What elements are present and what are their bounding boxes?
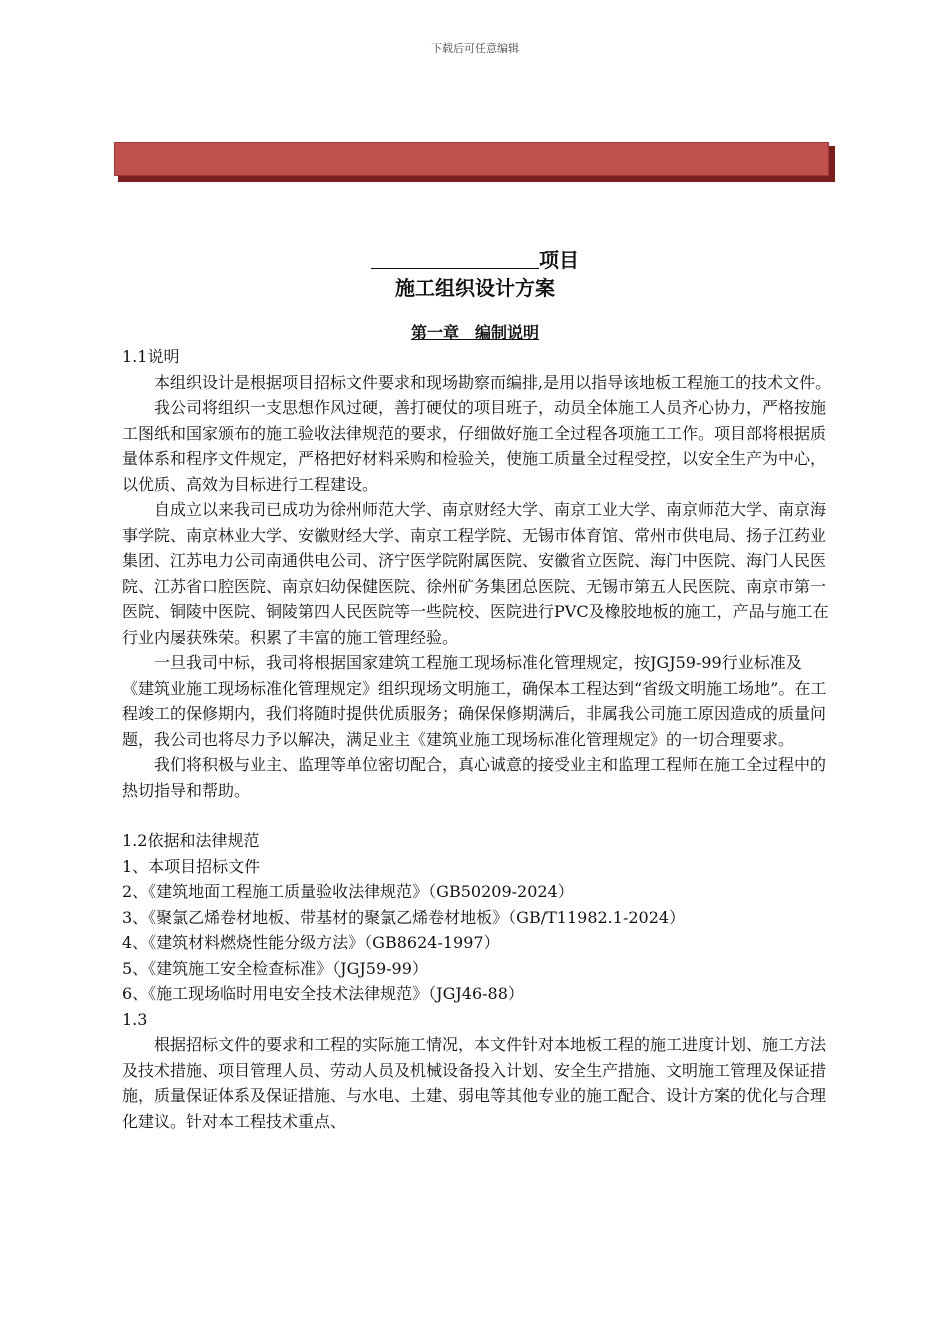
reference-item: 4、《建筑材料燃烧性能分级方法》（GB8624-1997） <box>122 933 500 952</box>
section-heading-1-2: 1.2依据和法律规范 <box>122 831 260 850</box>
paragraph: 一旦我司中标，我司将根据国家建筑工程施工现场标准化管理规定，按JGJ59-99行业标准及《建筑业施工现场标准化管理规定》组织现场文明施工，确保本工程达到“省级文明施工场地”。在工程竣工的保修期内，我们将随时提供优质服务；确保保修期满后，非属我公司施工原因造成的质量问题，我公司也将尽力予以解决，满足业主《建筑业施工现场标准化管理规定》的一切合理要求。 <box>122 653 827 749</box>
paragraph: 我公司将组织一支思想作风过硬，善打硬仗的项目班子，动员全体施工人员齐心协力，严格按施工图纸和国家颁布的施工验收法律规范的要求，仔细做好施工全过程各项施工工作。项目部将根据质量体系和程序文件规定，严格把好材料采购和检验关，使施工质量全过程受控，以安全生产为中心，以优质、高效为目标进行工程建设。 <box>122 398 827 494</box>
section-heading-1-1: 1.1说明 <box>122 347 180 366</box>
chapter-heading: 第一章 编制说明 <box>410 323 539 342</box>
reference-item: 1、本项目招标文件 <box>122 856 261 876</box>
paragraph: 自成立以来我司已成功为徐州师范大学、南京财经大学、南京工业大学、南京师范大学、南京海事学院、南京林业大学、安徽财经大学、南京工程学院、无锡市体育馆、常州市供电局、扬子江药业集团、江苏电力公司南通供电公司、济宁医学院附属医院、安徽省立医院、海门中医院、海门人民医院、江苏省口腔医院、南京妇幼保健医院、徐州矿务集团总医院、无锡市第五人民医院、南京市第一医院、铜陵中医院、铜陵第四人民医院等一些院校、医院进行PVC及橡胶地板的施工，产品与施工在行业内屡获殊荣。积累了丰富的施工管理经验。 <box>122 500 829 647</box>
reference-item: 5、《建筑施工安全检查标准》（JGJ59-99） <box>122 958 428 978</box>
reference-item: 3、《聚氯乙烯卷材地板、带基材的聚氯乙烯卷材地板》（GB/T11982.1-2024） <box>122 907 686 927</box>
document-title-line1 <box>0 244 950 273</box>
spacer <box>122 803 832 828</box>
document-title-line2: 施工组织设计方案 <box>395 276 555 300</box>
title-project-label: 项目 <box>539 248 579 272</box>
banner-bar <box>114 142 829 176</box>
paragraph: 我们将积极与业主、监理等单位密切配合，真心诚意的接受业主和监理工程师在施工全过程中的热切指导和帮助。 <box>122 755 827 800</box>
reference-item: 6、《施工现场临时用电安全技术法律规范》（JGJ46-88） <box>122 984 524 1003</box>
decorative-banner <box>114 142 835 182</box>
reference-item: 2、《建筑地面工程施工质量验收法律规范》（GB50209-2024） <box>122 882 574 901</box>
document-body <box>122 344 832 1134</box>
section-heading-1-3: 1.3 <box>122 1009 148 1029</box>
paragraph: 根据招标文件的要求和工程的实际施工情况，本文件针对本地板工程的施工进度计划、施工方法及技术措施、项目管理人员、劳动人员及机械设备投入计划、安全生产措施、文明施工管理及保证措施，质量保证体系及保证措施、与水电、土建、弱电等其他专业的施工配合、设计方案的优化与合理化建议。针对本工程技术重点、 <box>122 1035 827 1131</box>
paragraph: 本组织设计是根据项目招标文件要求和现场勘察而编排,是用以指导该地板工程施工的技术文件。 <box>154 372 832 392</box>
header-note: 下载后可任意编辑 <box>431 42 519 55</box>
project-name-blank <box>371 250 539 269</box>
